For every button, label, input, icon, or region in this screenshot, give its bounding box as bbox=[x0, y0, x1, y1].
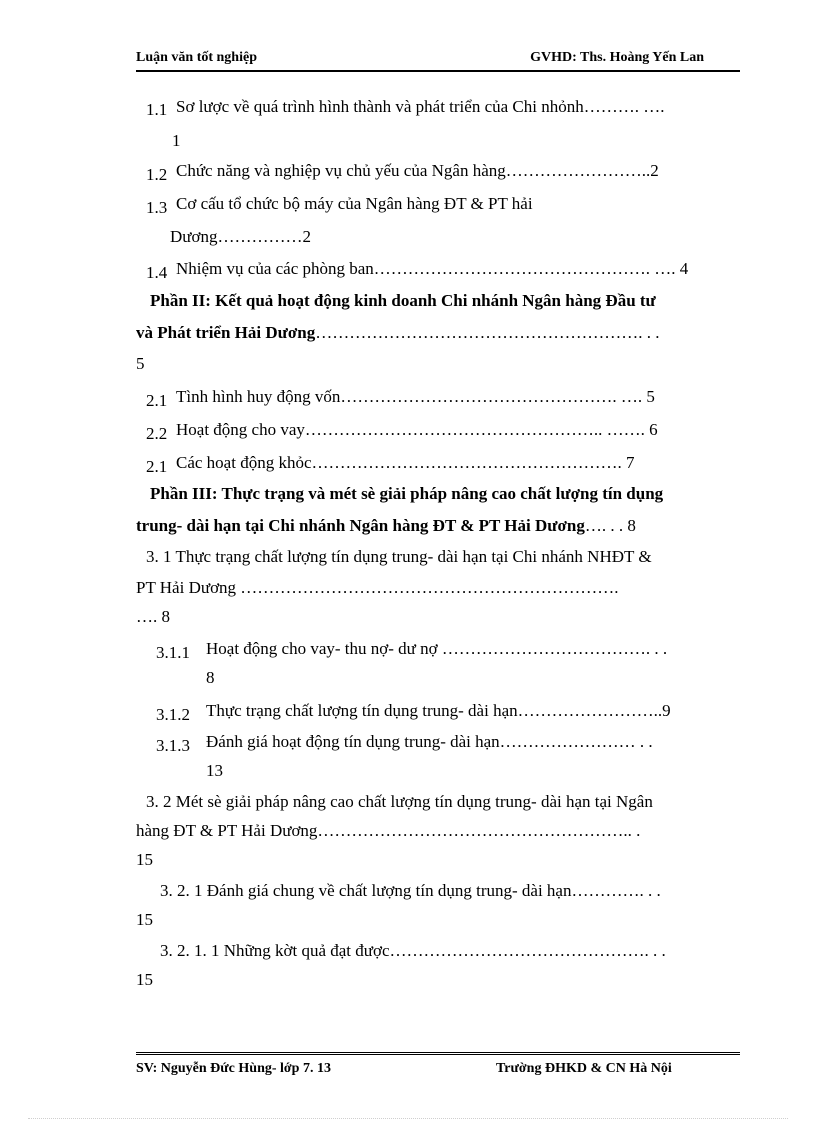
toc-entry-1-1: Sơ lược về quá trình hình thành và phát triển của Chi nhỏnh………. …. bbox=[176, 97, 665, 116]
header-thesis-label: Luận văn tốt nghiệp bbox=[136, 50, 257, 65]
toc-page-3-2-1-1: 15 bbox=[136, 970, 153, 989]
footer-student: SV: Nguyễn Đức Hùng- lớp 7. 13 bbox=[136, 1061, 331, 1076]
toc-page-3-2: 15 bbox=[136, 850, 153, 869]
toc-part-3-line1: Phần III: Thực trạng và mét sè giải pháp nâng cao chất lượng tín dụng bbox=[150, 484, 664, 503]
toc-page-3-1-1: 8 bbox=[206, 668, 215, 687]
page-header bbox=[136, 48, 740, 72]
toc-page-1-1: 1 bbox=[172, 131, 181, 150]
toc-num-2-2: 2.2 bbox=[146, 424, 168, 443]
toc-num-1-3: 1.3 bbox=[146, 198, 168, 217]
toc-entry-1-4: Nhiệm vụ của các phòng ban…………………………………………. …. 4 bbox=[176, 259, 689, 278]
toc-num-3-1-3: 3.1.3 bbox=[156, 736, 190, 755]
page-footer bbox=[136, 1052, 740, 1081]
toc-page-part-2: 5 bbox=[136, 354, 145, 373]
toc-entry-3-1-2: Thực trạng chất lượng tín dụng trung- dài hạn……………………..9 bbox=[206, 701, 671, 720]
toc-part-3-line2 bbox=[136, 515, 636, 537]
header-advisor: GVHD: Ths. Hoàng Yến Lan bbox=[530, 50, 704, 65]
toc-entry-1-3: Cơ cấu tổ chức bộ máy của Ngân hàng ĐT & PT hải bbox=[176, 194, 533, 213]
toc-num-2-1a: 2.1 bbox=[146, 391, 168, 410]
toc-num-1-2: 1.2 bbox=[146, 165, 168, 184]
toc-num-3-1-2: 3.1.2 bbox=[156, 705, 190, 724]
toc-part-2-line1: Phần II: Kết quả hoạt động kinh doanh Chi nhánh Ngân hàng Đầu tư bbox=[150, 291, 656, 310]
toc-entry-1-3-cont: Dương……………2 bbox=[170, 227, 311, 246]
toc-part-2-line2 bbox=[136, 322, 659, 344]
toc-part-2-line2-bold: và Phát triển Hải Dương bbox=[136, 323, 316, 342]
toc-entry-3-1-3: Đánh giá hoạt động tín dụng trung- dài hạn…………………… . . bbox=[206, 732, 653, 751]
toc-part-3-line2-bold: trung- dài hạn tại Chi nhánh Ngân hàng ĐT & PT Hải Dương bbox=[136, 516, 585, 535]
toc-entry-2-1b: Các hoạt động khỏc………………………………………………. 7 bbox=[176, 453, 635, 472]
toc-entry-3-1: 3. 1 Thực trạng chất lượng tín dụng trung- dài hạn tại Chi nhánh NHĐT & bbox=[146, 547, 652, 566]
toc-entry-2-2: Hoạt động cho vay…………………………………………….. ……. 6 bbox=[176, 420, 658, 439]
toc-entry-3-1-1: Hoạt động cho vay- thu nợ- dư nợ ………………………………. . . bbox=[206, 639, 668, 658]
toc-entry-3-2-1-1: 3. 2. 1. 1 Những kờt quả đạt được………………………………………. . . bbox=[160, 941, 666, 960]
toc-entry-2-1a: Tình hình huy động vốn…………………………………………. …. 5 bbox=[176, 387, 655, 406]
toc-entry-3-1-cont: PT Hải Dương …………………………………………………………. bbox=[136, 578, 619, 597]
toc-entry-3-2-1: 3. 2. 1 Đánh giá chung về chất lượng tín dụng trung- dài hạn…………. . . bbox=[160, 881, 661, 900]
toc-num-1-1: 1.1 bbox=[146, 100, 168, 119]
toc-num-2-1b: 2.1 bbox=[146, 457, 168, 476]
toc-entry-3-2: 3. 2 Mét sè giải pháp nâng cao chất lượng tín dụng trung- dài hạn tại Ngân bbox=[146, 792, 653, 811]
toc-entry-1-2: Chức năng và nghiệp vụ chủ yếu của Ngân hàng……………………..2 bbox=[176, 161, 659, 180]
toc-part-2-line2-dots: …………………………………………………. . . bbox=[315, 323, 660, 342]
toc-page-3-2-1: 15 bbox=[136, 910, 153, 929]
footer-university: Trường ĐHKD & CN Hà Nội bbox=[496, 1061, 672, 1076]
toc-num-1-4: 1.4 bbox=[146, 263, 168, 282]
page-bottom-divider bbox=[28, 1118, 788, 1119]
toc-entry-3-2-cont: hàng ĐT & PT Hải Dương……………………………………………….. . bbox=[136, 821, 641, 840]
toc-num-3-1-1: 3.1.1 bbox=[156, 643, 190, 662]
toc-page-3-1: …. 8 bbox=[136, 607, 170, 626]
toc-part-3-line2-dots: …. . . 8 bbox=[584, 516, 636, 535]
toc-page-3-1-3: 13 bbox=[206, 761, 223, 780]
